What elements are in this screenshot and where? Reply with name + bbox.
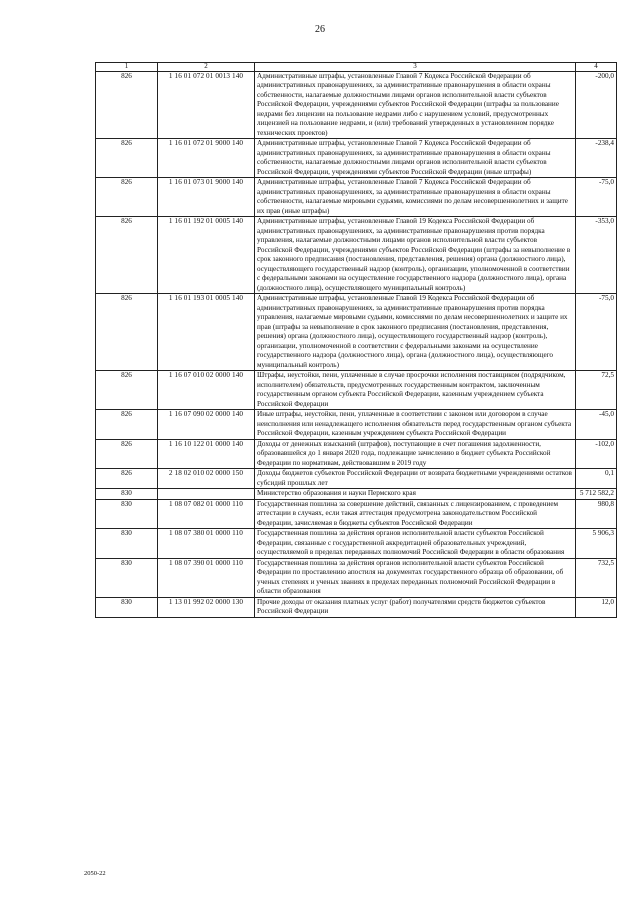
administrator-code: 830 — [96, 499, 158, 529]
table-row — [96, 529, 617, 559]
administrator-code: 826 — [96, 294, 158, 371]
administrator-code: 826 — [96, 410, 158, 440]
table-row — [96, 499, 617, 529]
revenue-description: Государственная пошлина за совершение действий, связанных с лицензированием, с проведением аттестации в случаях, если такая аттестация предусмотрена законодательством Российской Федерации, зачисляемая в бюджеты субъектов Российской Федерации — [255, 499, 576, 529]
administrator-code: 826 — [96, 71, 158, 139]
column-number: 3 — [255, 63, 576, 72]
revenue-description: Административные штрафы, установленные Главой 19 Кодекса Российской Федерации об административных правонарушениях, за административные правонарушения против порядка управления, налагаемые должностными лицами органов исполнительной власти субъектов Российской Федерации, учреждениями субъектов Российской Федерации (штрафы за невыполнение в срок законного предписания (постановления, представления, решения) органа (должностного лица), осуществляющего государственный надзор (контроль), организации, уполномоченной в соответствии с федеральными законами на осуществление государственного надзора (должностного лица), органа (должностного лица), осуществляющего муниципальный контроль) — [255, 217, 576, 294]
administrator-code: 826 — [96, 469, 158, 489]
amount: 732,5 — [576, 558, 617, 597]
administrator-code: 826 — [96, 371, 158, 410]
column-number: 1 — [96, 63, 158, 72]
table-row — [96, 178, 617, 217]
revenue-table-body — [96, 63, 617, 618]
table-row — [96, 410, 617, 440]
table-row — [96, 294, 617, 371]
column-number: 4 — [576, 63, 617, 72]
administrator-code: 830 — [96, 597, 158, 617]
revenue-description: Прочие доходы от оказания платных услуг (работ) получателями средств бюджетов субъектов Российской Федерации — [255, 597, 576, 617]
budget-classification-code — [158, 489, 255, 500]
budget-classification-code: 1 16 10 122 01 0000 140 — [158, 439, 255, 469]
budget-classification-code: 1 16 01 193 01 0005 140 — [158, 294, 255, 371]
revenue-description: Государственная пошлина за действия органов исполнительной власти субъектов Российской Федерации по проставлению апостиля на документах государственного образца об образовании, об ученых степенях и ученых званиях в пределах переданных полномочий Российской Федерации в области образования — [255, 558, 576, 597]
budget-classification-code: 1 16 01 072 01 9000 140 — [158, 139, 255, 178]
table-row — [96, 558, 617, 597]
table-row — [96, 597, 617, 617]
revenue-description: Административные штрафы, установленные Главой 19 Кодекса Российской Федерации об административных правонарушениях, за административные правонарушения против порядка управления, налагаемые мировыми судьями, комиссиями по делам несовершеннолетних и защите их прав (штрафы за невыполнение в срок законного предписания (постановления, представления, решения) органа (должностного лица), осуществляющего государственный надзор (контроль), организации, уполномоченной в соответствии с федеральными законами на осуществление государственного надзора (должностного лица), органа (должностного лица), осуществляющего муниципальный контроль) — [255, 294, 576, 371]
budget-classification-code: 1 08 07 082 01 0000 110 — [158, 499, 255, 529]
table-row — [96, 439, 617, 469]
revenue-table — [95, 62, 617, 618]
amount: 5 712 582,2 — [576, 489, 617, 500]
budget-classification-code: 1 08 07 380 01 0000 110 — [158, 529, 255, 559]
revenue-description: Административные штрафы, установленные Главой 7 Кодекса Российской Федерации об административных правонарушениях, за административные правонарушения в области охраны собственности, налагаемые мировыми судьями, комиссиями по делам несовершеннолетних и защите их прав (иные штрафы) — [255, 178, 576, 217]
column-number-row — [96, 63, 617, 72]
budget-classification-code: 1 16 01 073 01 9000 140 — [158, 178, 255, 217]
amount: 72,5 — [576, 371, 617, 410]
budget-classification-code: 1 08 07 390 01 0000 110 — [158, 558, 255, 597]
revenue-description: Доходы от денежных взысканий (штрафов), поступающие в счет погашения задолженности, образовавшейся до 1 января 2020 года, подлежащие зачислению в бюджет субъекта Российской Федерации по нормативам, действовавшим в 2019 году — [255, 439, 576, 469]
amount: -45,0 — [576, 410, 617, 440]
amount: 12,0 — [576, 597, 617, 617]
administrator-code: 826 — [96, 439, 158, 469]
budget-classification-code: 2 18 02 010 02 0000 150 — [158, 469, 255, 489]
amount: -200,0 — [576, 71, 617, 139]
amount: -75,0 — [576, 294, 617, 371]
amount: -238,4 — [576, 139, 617, 178]
revenue-description: Министерство образования и науки Пермского края — [255, 489, 576, 500]
budget-classification-code: 1 16 07 010 02 0000 140 — [158, 371, 255, 410]
budget-classification-code: 1 16 01 192 01 0005 140 — [158, 217, 255, 294]
table-row — [96, 371, 617, 410]
table-row — [96, 71, 617, 139]
revenue-description: Иные штрафы, неустойки, пени, уплаченные в соответствии с законом или договором в случае неисполнения или ненадлежащего исполнения обязательств перед государственным органом субъекта Российской Федерации, казенным учреждением субъекта Российской Федерации — [255, 410, 576, 440]
budget-classification-code: 1 16 01 072 01 0013 140 — [158, 71, 255, 139]
page-number: 26 — [315, 24, 325, 35]
revenue-description: Доходы бюджетов субъектов Российской Федерации от возврата бюджетными учреждениями остатков субсидий прошлых лет — [255, 469, 576, 489]
amount: 0,1 — [576, 469, 617, 489]
revenue-description: Административные штрафы, установленные Главой 7 Кодекса Российской Федерации об административных правонарушениях, за административные правонарушения в области охраны собственности, налагаемые должностными лицами органов исполнительной власти субъектов Российской Федерации, учреждениями субъектов Российской Федерации (иные штрафы) — [255, 139, 576, 178]
table-row — [96, 489, 617, 500]
amount: -102,0 — [576, 439, 617, 469]
budget-classification-code: 1 16 07 090 02 0000 140 — [158, 410, 255, 440]
revenue-description: Штрафы, неустойки, пени, уплаченные в случае просрочки исполнения поставщиком (подрядчиком, исполнителем) обязательств, предусмотренных государственным контрактом, заключенным государственным органом субъекта Российской Федерации, казенным учреждением субъекта Российской Федерации — [255, 371, 576, 410]
document-footer-code: 2050-22 — [84, 870, 106, 877]
administrator-code: 830 — [96, 489, 158, 500]
administrator-code: 830 — [96, 558, 158, 597]
table-row — [96, 139, 617, 178]
revenue-description: Административные штрафы, установленные Главой 7 Кодекса Российской Федерации об административных правонарушениях, за административные правонарушения в области охраны собственности, налагаемые должностными лицами органов исполнительной власти субъектов Российской Федерации, учреждениями субъектов Российской Федерации (штрафы за пользование недрами без лицензии на пользование недрами либо с нарушением условий, предусмотренных лицензией на пользование недрами, и (или) требований утвержденных в установленном порядке технических проектов) — [255, 71, 576, 139]
amount: 980,8 — [576, 499, 617, 529]
amount: -353,0 — [576, 217, 617, 294]
amount: 5 906,3 — [576, 529, 617, 559]
budget-classification-code: 1 13 01 992 02 0000 130 — [158, 597, 255, 617]
table-row — [96, 469, 617, 489]
column-number: 2 — [158, 63, 255, 72]
amount: -75,0 — [576, 178, 617, 217]
administrator-code: 826 — [96, 178, 158, 217]
table-row — [96, 217, 617, 294]
administrator-code: 826 — [96, 217, 158, 294]
administrator-code: 830 — [96, 529, 158, 559]
revenue-description: Государственная пошлина за действия органов исполнительной власти субъектов Российской Федерации, связанные с государственной аккредитацией образовательных учреждений, осуществляемой в пределах переданных полномочий Российской Федерации в области образования — [255, 529, 576, 559]
administrator-code: 826 — [96, 139, 158, 178]
